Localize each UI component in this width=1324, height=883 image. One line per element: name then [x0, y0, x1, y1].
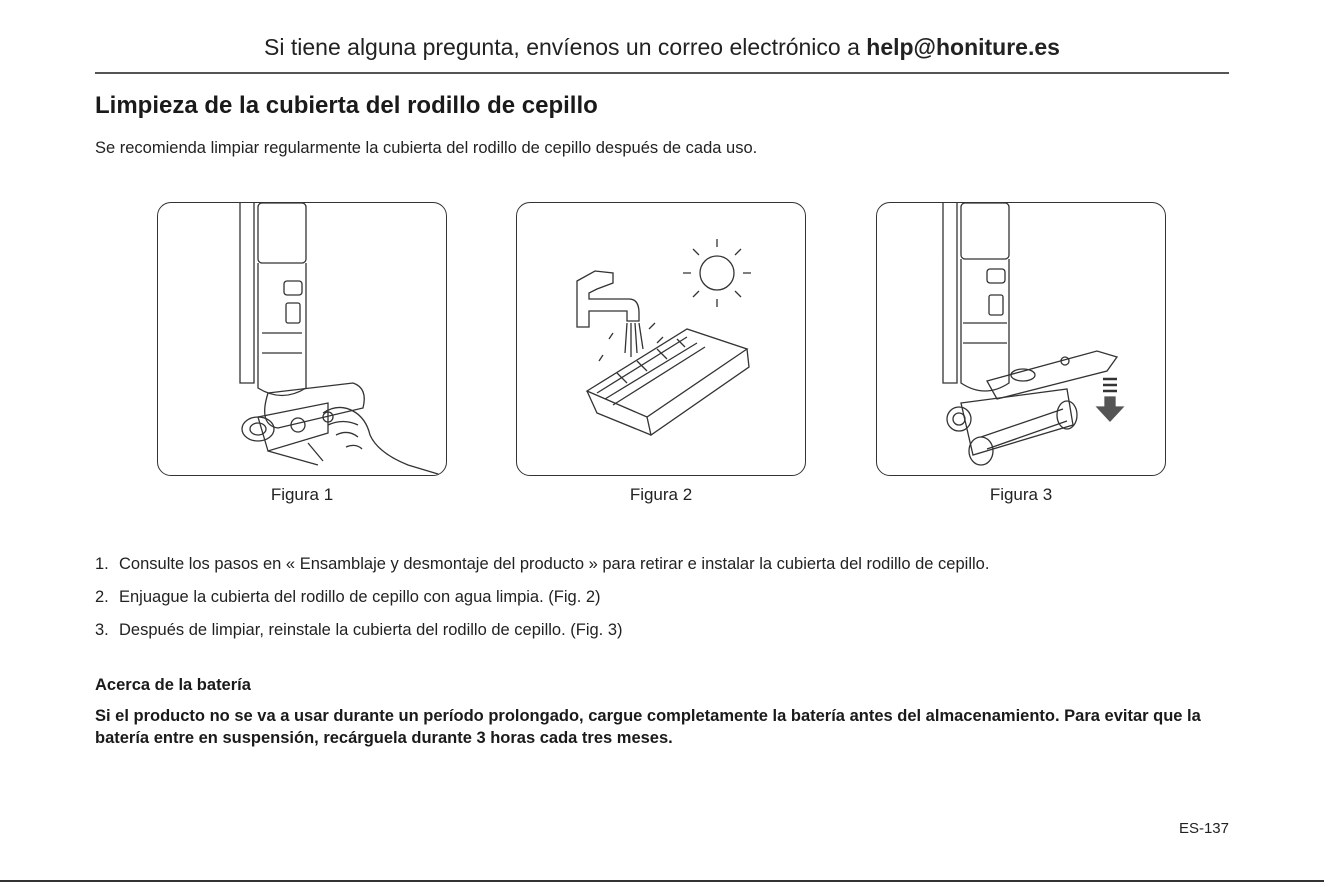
step-number: 3. — [95, 621, 109, 639]
figure-2-illustration — [516, 202, 806, 476]
step-text: Consulte los pasos en « Ensamblaje y desmontaje del producto » para retirar e instalar la cubierta del rodillo de cepillo. — [119, 555, 990, 573]
header-text: Si tiene alguna pregunta, envíenos un correo electrónico a — [264, 34, 867, 60]
figure-3-illustration — [876, 202, 1166, 476]
header-email[interactable]: help@honiture.es — [866, 34, 1060, 60]
steps-list — [95, 555, 989, 654]
figure-2-caption: Figura 2 — [629, 485, 693, 504]
section-title: Limpieza de la cubierta del rodillo de cepillo — [95, 92, 598, 119]
step-item — [95, 555, 989, 588]
figure-3-caption: Figura 3 — [989, 485, 1053, 504]
step-text: Después de limpiar, reinstale la cubierta del rodillo de cepillo. (Fig. 3) — [119, 621, 623, 639]
section-intro: Se recomienda limpiar regularmente la cubierta del rodillo de cepillo después de cada uso. — [95, 139, 758, 157]
footer-divider — [0, 880, 1324, 882]
battery-heading: Acerca de la batería — [95, 676, 251, 694]
figure-1-illustration — [157, 202, 447, 476]
step-number: 2. — [95, 588, 109, 606]
header-divider — [95, 72, 1229, 74]
step-item — [95, 588, 989, 621]
figure-1-caption: Figura 1 — [270, 485, 334, 504]
step-item — [95, 621, 989, 654]
step-number: 1. — [95, 555, 109, 573]
page-number: ES-137 — [1178, 820, 1229, 837]
step-text: Enjuague la cubierta del rodillo de cepillo con agua limpia. (Fig. 2) — [119, 588, 601, 606]
battery-text: Si el producto no se va a usar durante un período prolongado, cargue completamente la batería antes del almacenamiento. Para evitar que la batería entre en suspensión, recárguela durante 3 horas cada tres meses. — [95, 707, 1201, 747]
page-header — [0, 34, 1324, 61]
